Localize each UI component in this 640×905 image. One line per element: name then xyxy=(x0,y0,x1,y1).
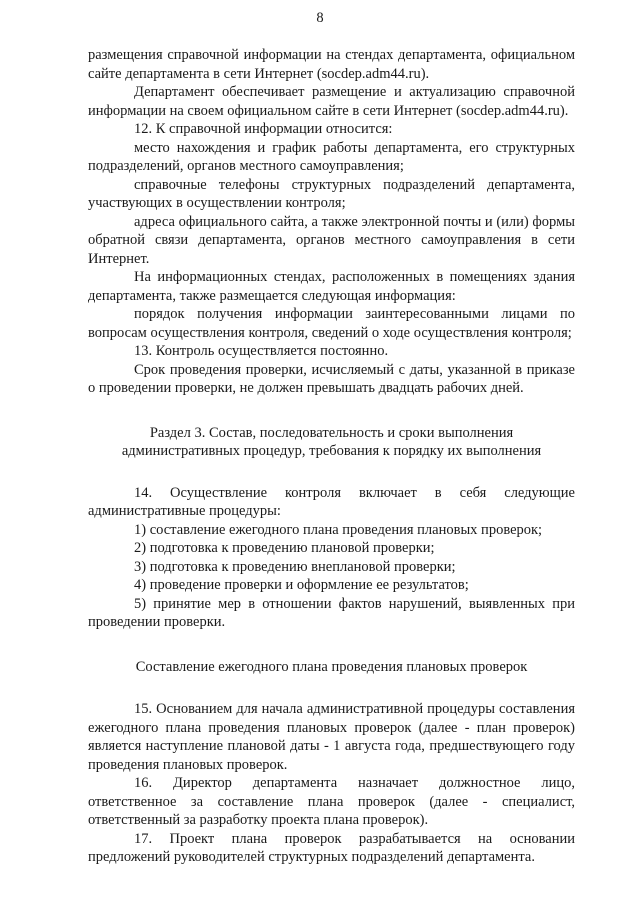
paragraph: адреса официального сайта, а также электронной почты и (или) формы обратной связи департамента, органов местного самоуправления в сети Интернет. xyxy=(88,213,575,267)
paragraph: 12. К справочной информации относится: xyxy=(134,121,393,137)
section-heading xyxy=(88,424,575,461)
list-item: 2) подготовка к проведению плановой проверки; xyxy=(134,540,435,556)
paragraph: На информационных стендах, расположенных в помещениях здания департамента, также размещается следующая информация: xyxy=(88,269,575,304)
subsection-heading-text: Составление ежегодного плана проведения плановых проверок xyxy=(135,658,528,675)
paragraph: место нахождения и график работы департамента, его структурных подразделений, органов местного самоуправления; xyxy=(88,139,575,174)
paragraph: справочные телефоны структурных подразделений департамента, участвующих в осуществлении контроля; xyxy=(88,176,575,211)
list-item: 4) проведение проверки и оформление ее результатов; xyxy=(134,577,469,593)
paragraph: Департамент обеспечивает размещение и актуализацию справочной информации на своем официальном сайте в сети Интернет (socdep.adm44.ru). xyxy=(88,84,575,119)
paragraph: 17. Проект плана проверок разрабатывается на основании предложений руководителей структурных подразделений департамента. xyxy=(88,830,575,865)
list-item: 5) принятие мер в отношении фактов нарушений, выявленных при проведении проверки. xyxy=(88,595,575,630)
document-body xyxy=(88,46,575,867)
paragraph: 14. Осуществление контроля включает в себя следующие административные процедуры: xyxy=(88,484,575,519)
paragraph: порядок получения информации заинтересованными лицами по вопросам осуществления контроля, сведений о ходе осуществления контроля; xyxy=(88,306,575,341)
paragraph: размещения справочной информации на стендах департамента, официальном сайте департамента в сети Интернет (socdep.adm44.ru). xyxy=(88,47,575,82)
section-heading-line: Раздел 3. Состав, последовательность и сроки выполнения xyxy=(149,424,514,441)
paragraph: 16. Директор департамента назначает должностное лицо, ответственное за составление плана проверок (далее - специалист, ответственный за разработку проекта плана проверок). xyxy=(88,775,575,828)
list-item: 1) составление ежегодного плана проведения плановых проверок; xyxy=(134,521,543,538)
section-heading-line: административных процедур, требования к порядку их выполнения xyxy=(121,443,542,459)
list-item: 3) подготовка к проведению внеплановой проверки; xyxy=(134,558,456,575)
paragraph: 15. Основанием для начала административной процедуры составления ежегодного плана проведения плановых проверок (далее - план проверок) является наступление плановой даты - 1 августа года, предшествующего году проведения плановых проверок. xyxy=(88,701,575,773)
page-number: 8 xyxy=(316,10,324,26)
paragraph: Срок проведения проверки, исчисляемый с даты, указанной в приказе о проведении проверки, не должен превышать двадцать рабочих дней. xyxy=(88,361,575,396)
subsection-heading xyxy=(88,658,575,677)
paragraph: 13. Контроль осуществляется постоянно. xyxy=(134,343,389,359)
